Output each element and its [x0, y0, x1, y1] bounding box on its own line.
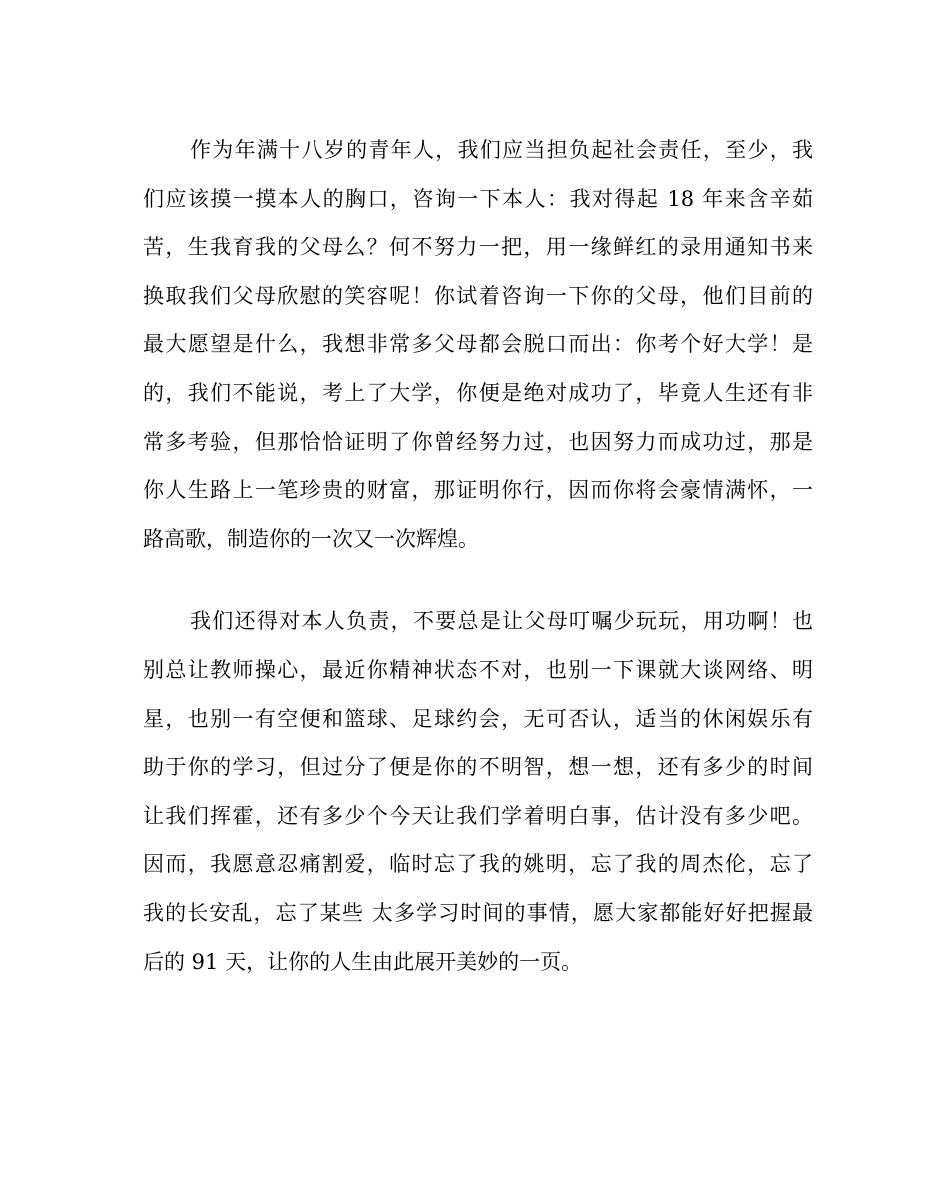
paragraph-line: 助于你的学习，但过分了便是你的不明智，想一想，还有多少的时间	[143, 755, 813, 780]
paragraph-line: 路高歌，制造你的一次又一次辉煌。	[143, 526, 479, 551]
paragraph-line: 的，我们不能说，考上了大学，你便是绝对成功了，毕竟人生还有非	[143, 380, 813, 405]
paragraph-line: 让我们挥霍，还有多少个今天让我们学着明白事，估计没有多少吧。	[143, 803, 813, 828]
paragraph-line: 你人生路上一笔珍贵的财富，那证明你行，因而你将会豪情满怀，一	[143, 478, 813, 503]
paragraph-line: 最大愿望是什么，我想非常多父母都会脱口而出：你考个好大学！是	[143, 332, 813, 357]
paragraph-line: 苦，生我育我的父母么？何不努力一把，用一缘鲜红的录用通知书来	[143, 235, 813, 260]
paragraph-line: 常多考验，但那恰恰证明了你曾经努力过，也因努力而成功过，那是	[143, 429, 813, 454]
document-body	[143, 126, 813, 986]
paragraph-line: 我的长安乱，忘了某些 太多学习时间的事情，愿大家都能好好把握最	[143, 900, 813, 925]
paragraph-1	[143, 126, 813, 563]
paragraph-line: 们应该摸一摸本人的胸口，咨询一下本人：我对得起 18 年来含辛茹	[143, 186, 813, 211]
paragraph-2	[143, 597, 813, 986]
paragraph-line: 因而，我愿意忍痛割爱，临时忘了我的姚明，忘了我的周杰伦，忘了	[143, 852, 813, 877]
paragraph-line: 作为年满十八岁的青年人，我们应当担负起社会责任，至少，我	[190, 138, 813, 162]
paragraph-line: 后的 91 天，让你的人生由此展开美妙的一页。	[143, 949, 583, 974]
paragraph-line: 星，也别一有空便和篮球、足球约会，无可否认，适当的休闲娱乐有	[143, 706, 813, 731]
paragraph-line: 我们还得对本人负责，不要总是让父母叮嘱少玩玩，用功啊！也	[190, 609, 813, 634]
paragraph-line: 换取我们父母欣慰的笑容呢！你试着咨询一下你的父母，他们目前的	[143, 283, 813, 308]
paragraph-line: 别总让教师操心，最近你精神状态不对，也别一下课就大谈网络、明	[143, 657, 813, 682]
